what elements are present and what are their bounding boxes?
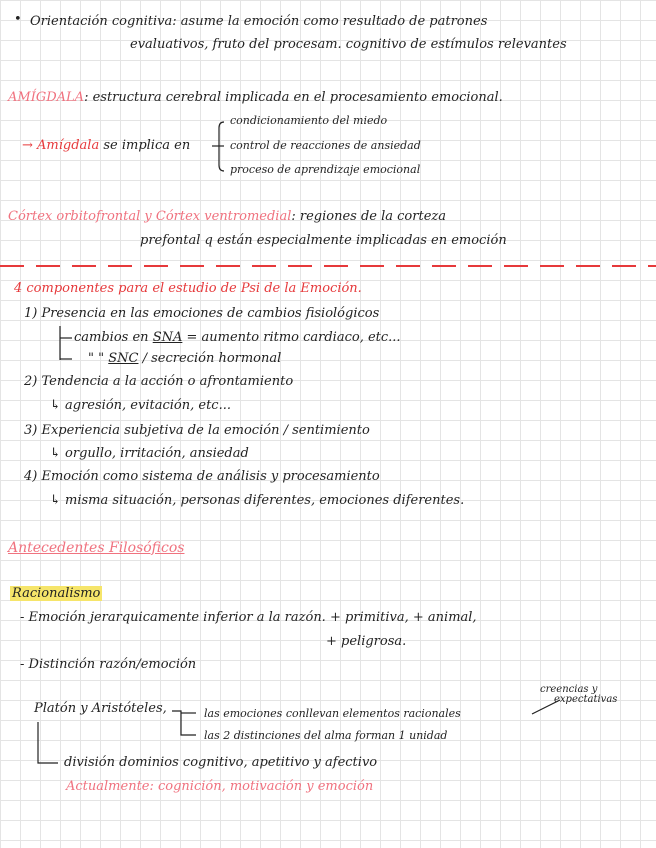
amygdala-item-3: proceso de aprendizaje emocional (230, 163, 421, 176)
creencias-note-1: creencias y (540, 684, 598, 695)
section-divider (0, 265, 656, 267)
division-connector (38, 722, 58, 763)
creencias-note-2: expectativas (554, 694, 618, 705)
amygdala-definition: : estructura cerebral implicada en el procesamiento emocional. (84, 90, 503, 105)
sna-abbr: SNA (152, 330, 183, 345)
snc-detail: / secreción hormonal (142, 351, 282, 366)
componente-3: 3) Experiencia subjetiva de la emoción / sentimiento (24, 423, 370, 438)
racionalismo-line-1b: + peligrosa. (326, 634, 407, 649)
cortex-definition: : regiones de la corteza (291, 209, 446, 224)
racionalismo-title: Racionalismo (12, 586, 101, 601)
platon-aristoteles: Platón y Aristóteles, (34, 701, 167, 716)
antecedentes-title: Antecedentes Filosóficos (8, 540, 185, 556)
componente-1: 1) Presencia en las emociones de cambios fisiológicos (24, 306, 380, 321)
amygdala-arrow-label: → Amígdala (22, 138, 100, 153)
sna-prefix: cambios en (74, 330, 149, 345)
bullet: • (14, 12, 22, 27)
snc-abbr: SNC (108, 351, 139, 366)
platon-point-b: las 2 distinciones del alma forman 1 unidad (204, 729, 448, 742)
amygdala-title: AMÍGDALA (8, 90, 85, 105)
amygdala-arrow-line (22, 138, 190, 154)
componente-1b (88, 351, 281, 367)
componente-1a (74, 330, 401, 346)
sna-detail: = aumento ritmo cardiaco, etc... (186, 330, 401, 345)
orientacion-line-2: evaluativos, fruto del procesam. cognitivo de estímulos relevantes (130, 37, 567, 52)
componente-4a: ↳ misma situación, personas diferentes, emociones diferentes. (50, 493, 465, 508)
componentes-title: 4 componentes para el estudio de Psi de la Emoción. (14, 281, 362, 296)
ditto-marks: " " (88, 351, 105, 366)
actualmente-line: Actualmente: cognición, motivación y emoción (66, 779, 374, 794)
distincion-line: - Distinción razón/emoción (20, 657, 197, 672)
componente-2: 2) Tendencia a la acción o afrontamiento (24, 374, 294, 389)
racionalismo-line-1: - Emoción jerarquicamente inferior a la razón. + primitiva, + animal, (20, 610, 477, 625)
amygdala-item-2: control de reacciones de ansiedad (230, 139, 421, 152)
componente-3a: ↳ orgullo, irritación, ansiedad (50, 446, 249, 461)
amygdala-item-1: condicionamiento del miedo (230, 114, 388, 127)
componente-2a: ↳ agresión, evitación, etc... (50, 398, 231, 413)
se-implica-label: se implica en (103, 138, 191, 153)
componente-4: 4) Emoción como sistema de análisis y procesamiento (24, 469, 380, 484)
amygdala-heading-line (8, 90, 503, 106)
cortex-line-2: prefontal q están especialmente implicadas en emoción (140, 233, 507, 248)
cortex-line-1 (8, 209, 446, 225)
cortex-title: Córtex orbitofrontal y Córtex ventromedial (8, 209, 292, 224)
platon-connector (172, 711, 196, 735)
division-dominios: división dominios cognitivo, apetitivo y afectivo (64, 755, 378, 770)
platon-point-a: las emociones conllevan elementos racionales (204, 707, 461, 720)
orientacion-line-1: Orientación cognitiva: asume la emoción como resultado de patrones (30, 14, 488, 29)
